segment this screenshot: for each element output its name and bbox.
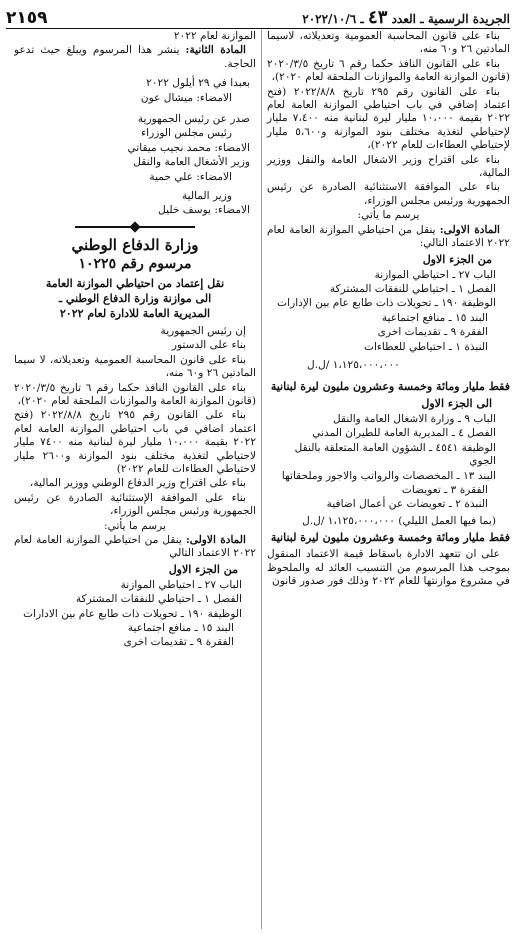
decree-title: الى موازنة وزارة الدفاع الوطني ـ xyxy=(58,291,212,305)
paragraph: بناء على اقتراح وزير الاشغال العامة والنقل ووزير المالية، xyxy=(267,153,510,180)
paragraph: على ان تتعهد الادارة باسقاط قيمة الاعتماد المنقول بموجب هذا المرسوم من التنسيب العائد له والملحوظ في مشروع موازنتها للعام ٢٠٢٢ وذلك فور صدور قانون xyxy=(267,548,510,587)
budget-item: الفصل ١ ـ احتياطي للنفقات المشتركة xyxy=(329,282,496,295)
journal-name: الجريدة الرسمية ـ العدد xyxy=(391,12,510,26)
article-text: ينشر هذا المرسوم ويبلغ حيث تدعو الحاجة. xyxy=(14,44,256,70)
article-text: ينقل من احتياطي الموازنة العامة لعام ٢٠٢٢ الاعتماد التالي: xyxy=(267,223,510,250)
budget-item: الباب ٩ ـ وزارة الاشغال العامة والنقل xyxy=(332,412,496,425)
issue-number: ٤٣ xyxy=(368,7,388,28)
decree-line: يرسم ما يأتي: xyxy=(104,519,166,532)
budget-subitem: الفقرة ٣ ـ تعويضات xyxy=(401,483,488,496)
decree-line: يرسم ما يأتي: xyxy=(357,209,420,222)
budget-subitem: النبذة ٢ ـ تعويضات عن أعمال اضافية xyxy=(326,498,488,511)
budget-item: الوظيفة ٤٥٤١ ـ الشؤون العامة المتعلقة بالنقل الجوي xyxy=(294,441,496,468)
article-label: المادة الثانية: xyxy=(185,44,246,57)
amount-words: فقط مليار ومائة وخمسة وعشرون مليون ليرة لبنانية xyxy=(270,531,510,545)
amount-figure: ١،١٢٥،٠٠٠،٠٠٠ /ل.ل xyxy=(307,358,400,371)
ministry-title: وزارة الدفاع الوطني xyxy=(71,235,199,254)
amount-figure: (بما فيها العمل الليلي) ١،١٢٥،٠٠٠،٠٠٠ /ل.ل xyxy=(302,514,496,527)
budget-item: الباب ٢٧ ـ احتياطي الموازنة xyxy=(120,578,242,591)
signature: الامضاء: ميشال عون xyxy=(140,91,232,104)
article-text: ينقل من احتياطي الموازنة العامة لعام ٢٠٢٢ الاعتماد التالي xyxy=(14,533,256,560)
budget-subitem: البند ١٥ ـ منافع اجتماعية xyxy=(127,622,234,634)
page-number: ٢١٥٩ xyxy=(6,8,48,28)
issued-by: صدر عن رئيس الجمهورية xyxy=(137,113,250,126)
budget-subitem: البند ١٥ ـ منافع اجتماعية xyxy=(381,311,488,324)
budget-item: الوظيفة ١٩٠ ـ تحويلات ذات طابع عام بين الإدارات xyxy=(277,297,496,310)
paragraph: الموازنة لعام ٢٠٢٢ xyxy=(173,30,256,42)
opening: إن رئيس الجمهورية xyxy=(160,324,246,337)
journal-title xyxy=(302,7,510,28)
budget-item: الباب ٢٧ ـ احتياطي الموازنة xyxy=(374,268,496,281)
signatory-title: وزير المالية xyxy=(181,190,232,203)
left-column xyxy=(14,29,262,929)
signatory-title: رئيس مجلس الوزراء xyxy=(141,127,232,140)
article-label: المادة الاولى: xyxy=(185,533,246,546)
paragraph: بناء على الموافقة الاستثنائية الصادرة عن رئيس الجمهورية ورئيس مجلس الوزراء، xyxy=(267,181,510,207)
signature: الامضاء: يوسف خليل xyxy=(158,204,250,217)
paragraph: بناء على اقتراح وزير الدفاع الوطني ووزير المالية، xyxy=(29,477,246,490)
page-header xyxy=(6,6,510,29)
paragraph: بناء على القانون رقم ٢٩٥ تاريخ ٢٠٢٢/٨/٨ (فتح اعتماد إضافي في باب احتياطي الموازنة العامة لعام ٢٠٢٢ بقيمة ١٠،٠٠٠ مليار ليرة لبنانية منه ٧،٤٠٠ مليار لإحتياطي لتغذية مختلف بنود الموازنة و٥،٦٠٠ مليار لإحتياطي العطاءات للعام ٢٠٢٢)، xyxy=(267,85,510,152)
section-heading: الى الجزء الاول xyxy=(421,396,492,410)
budget-item: الفصل ١ ـ احتياطي للنفقات المشتركة xyxy=(75,593,242,606)
decree-title: نقل إعتماد من احتياطي الموازنة العامة xyxy=(45,276,225,290)
amount-words: فقط مليار ومائة وخمسة وعشرون مليون ليرة لبنانية xyxy=(270,379,510,393)
budget-item: الوظيفة ١٩٠ ـ تحويلات ذات طابع عام بين الادارات xyxy=(23,607,242,620)
article-1 xyxy=(14,534,256,561)
issue-date: ـ ٢٠٢٢/١٠/٦ xyxy=(302,12,364,26)
article-label: المادة الاولى: xyxy=(439,223,500,236)
signature: الامضاء: محمد نجيب ميقاتي xyxy=(127,141,250,154)
section-divider xyxy=(75,224,195,230)
article-1 xyxy=(267,224,510,251)
signature: الامضاء: علي حمية xyxy=(149,170,232,183)
paragraph: بناء على قانون المحاسبة العمومية وتعديلاته، لا سيما المادتين ٢٦ و٦٠ منه، xyxy=(14,353,256,380)
paragraph: بناء على الدستور xyxy=(171,339,246,352)
paragraph: بناء على قانون المحاسبة العمومية وتعديلاته، لاسيما المادتين ٢٦ و٦٠ منه، xyxy=(267,30,510,56)
signatory-title: وزير الأشغال العامة والنقل xyxy=(133,156,250,169)
paragraph: بناء على الموافقة الإستثنائية الصادرة عن رئيس الجمهورية ورئيس مجلس الوزراء، xyxy=(14,491,256,518)
budget-item: البند ١٣ ـ المخصصات والرواتب والاجور وملحقاتها xyxy=(281,469,496,482)
budget-subitem: الفقرة ٩ ـ تقديمات اخرى xyxy=(123,636,234,649)
decree-number: مرسوم رقم ١٠٢٢٥ xyxy=(78,255,192,272)
columns xyxy=(6,29,510,929)
article-2 xyxy=(14,44,256,71)
budget-item: الفصل ٤ ـ المديرية العامة للطيران المدني xyxy=(312,427,496,440)
section-heading: من الجزء الاول xyxy=(422,252,492,266)
paragraph: بناء على القانون رقم ٢٩٥ تاريخ ٢٠٢٢/٨/٨ (فتح اعتماد اضافي في باب احتياطي الموازنة العامة لعام ٢٠٢٢ بقيمة ١٠،٠٠٠ مليار ليرة لبنانية منه ٧٤٠٠ مليار لاحتياطي لتغذية مختلف بنود الموازنة و٢٦٠٠ مليار لاحتياطي العطاءات للعام ٢٠٢٢) xyxy=(14,409,257,475)
right-column xyxy=(262,29,510,929)
decree-title: المديرية العامة للادارة لعام ٢٠٢٢ xyxy=(59,306,211,320)
date-line: بعبدا في ٢٩ أيلول ٢٠٢٢ xyxy=(146,77,250,90)
budget-subitem: الفقرة ٩ ـ تقديمات اخرى xyxy=(377,326,488,339)
paragraph: بناء على القانون النافذ حكما رقم ٦ تاريخ ٢٠٢٠/٣/٥ (قانون الموازنة العامة والموازنات الملحقة لعام ٢٠٢٠)، xyxy=(267,57,510,84)
section-heading: من الجزء الاول xyxy=(168,562,238,576)
paragraph: بناء على القانون النافذ حكما رقم ٦ تاريخ ٢٠٢٠/٣/٥ (قانون الموازنة العامة والموازنات الملحقة لعام ٢٠٢٠)، xyxy=(14,381,256,407)
budget-subitem: النبذة ١ ـ احتياطي للعطاءات xyxy=(364,340,488,353)
